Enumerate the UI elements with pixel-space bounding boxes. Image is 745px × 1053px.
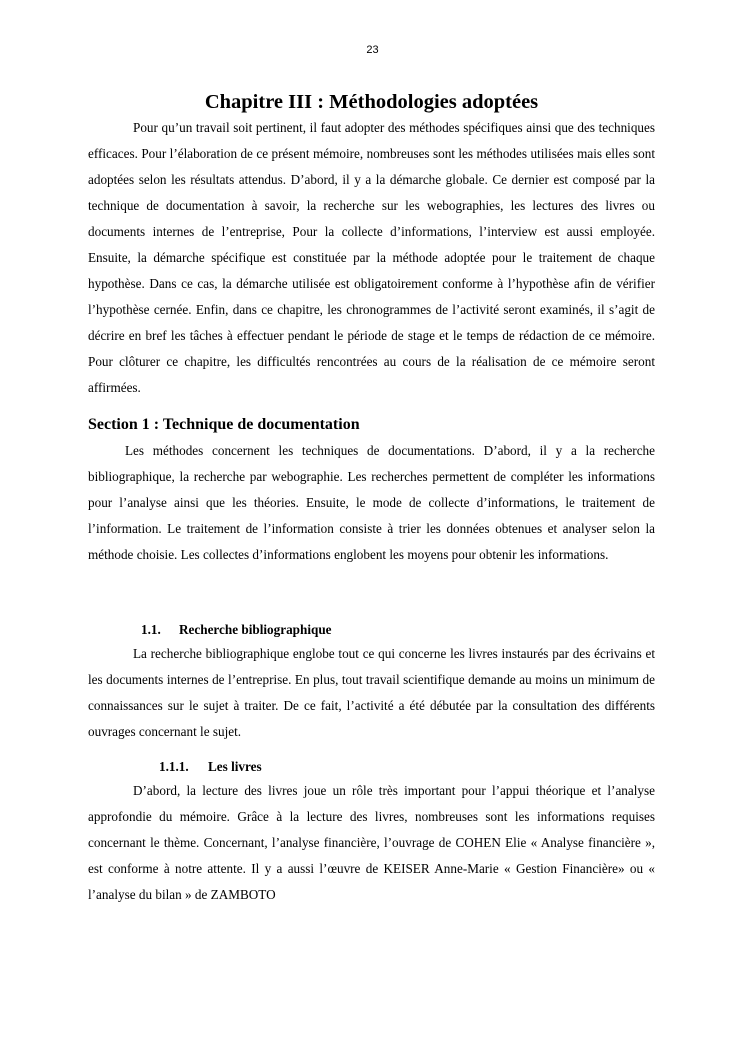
document-body [88,88,655,908]
subsection-1-1-number: 1.1. [141,622,161,637]
page-number: 23 [366,44,379,56]
section-1-paragraph: Les méthodes concernent les techniques de documentations. D’abord, il y a la recherche bibliographique, la recherche par webographie. Les recherches permettent de compléter les informations pour l’analyse ainsi que les théories. Ensuite, le mode de collecte d’informations, le traitement de l’information. Le traitement de l’information consiste à trier les données obtenues et analyser selon la méthode choisie. Les collectes d’informations englobent les moyens pour obtenir les informations. [88,443,655,562]
subsection-1-1-title: Recherche bibliographique [179,622,332,637]
subsection-1-1-1-paragraph: D’abord, la lecture des livres joue un rôle très important pour l’appui théorique et l’analyse approfondie du mémoire. Grâce à la lecture des livres, nombreuses sont les informations requises concernant le thème. Concernant, l’analyse financière, l’ouvrage de COHEN Elie « Analyse financière », est conforme à notre attente. Il y a aussi l’œuvre de KEISER Anne-Marie « Gestion Financière» ou « l’analyse du bilan » de ZAMBOTO [88,783,655,902]
subsection-1-1-heading [88,620,655,640]
chapter-title: Chapitre III : Méthodologies adoptées [204,91,539,113]
section-1-heading: Section 1 : Technique de documentation [88,416,360,433]
subsection-1-1-1-title: Les livres [208,759,262,774]
intro-paragraph: Pour qu’un travail soit pertinent, il faut adopter des méthodes spécifiques ainsi que des techniques efficaces. Pour l’élaboration de ce présent mémoire, nombreuses sont les méthodes utilisées mais elles sont adoptées selon les résultats attendus. D’abord, il y a la démarche globale. Ce dernier est composé par la technique de documentation à savoir, la recherche sur les webographies, les lectures des livres ou documents internes de l’entreprise, Pour la collecte d’informations, l’interview est aussi employée. Ensuite, la démarche spécifique est constituée par la méthode adoptée pour le traitement de chaque hypothèse. Dans ce cas, la démarche utilisée est obligatoirement conforme à l’hypothèse afin de vérifier l’hypothèse cernée. Enfin, dans ce chapitre, les chronogrammes de l’activité seront examinés, il s’agit de décrire en bref les tâches à effectuer pendant le période de stage et le temps de rédaction de ce mémoire. Pour clôturer ce chapitre, les difficultés rencontrées au cours de la réalisation de ce mémoire seront affirmées. [88,120,655,395]
subsection-1-1-1-number: 1.1.1. [159,759,189,774]
subsection-1-1-paragraph: La recherche bibliographique englobe tout ce qui concerne les livres instaurés par des écrivains et les documents internes de l’entreprise. En plus, tout travail scientifique demande au moins un minimum de connaissances sur le sujet à traiter. De ce fait, l’activité a été débutée par la consultation des différents ouvrages concernant le sujet. [88,646,655,739]
subsection-1-1-1-heading [88,757,655,777]
